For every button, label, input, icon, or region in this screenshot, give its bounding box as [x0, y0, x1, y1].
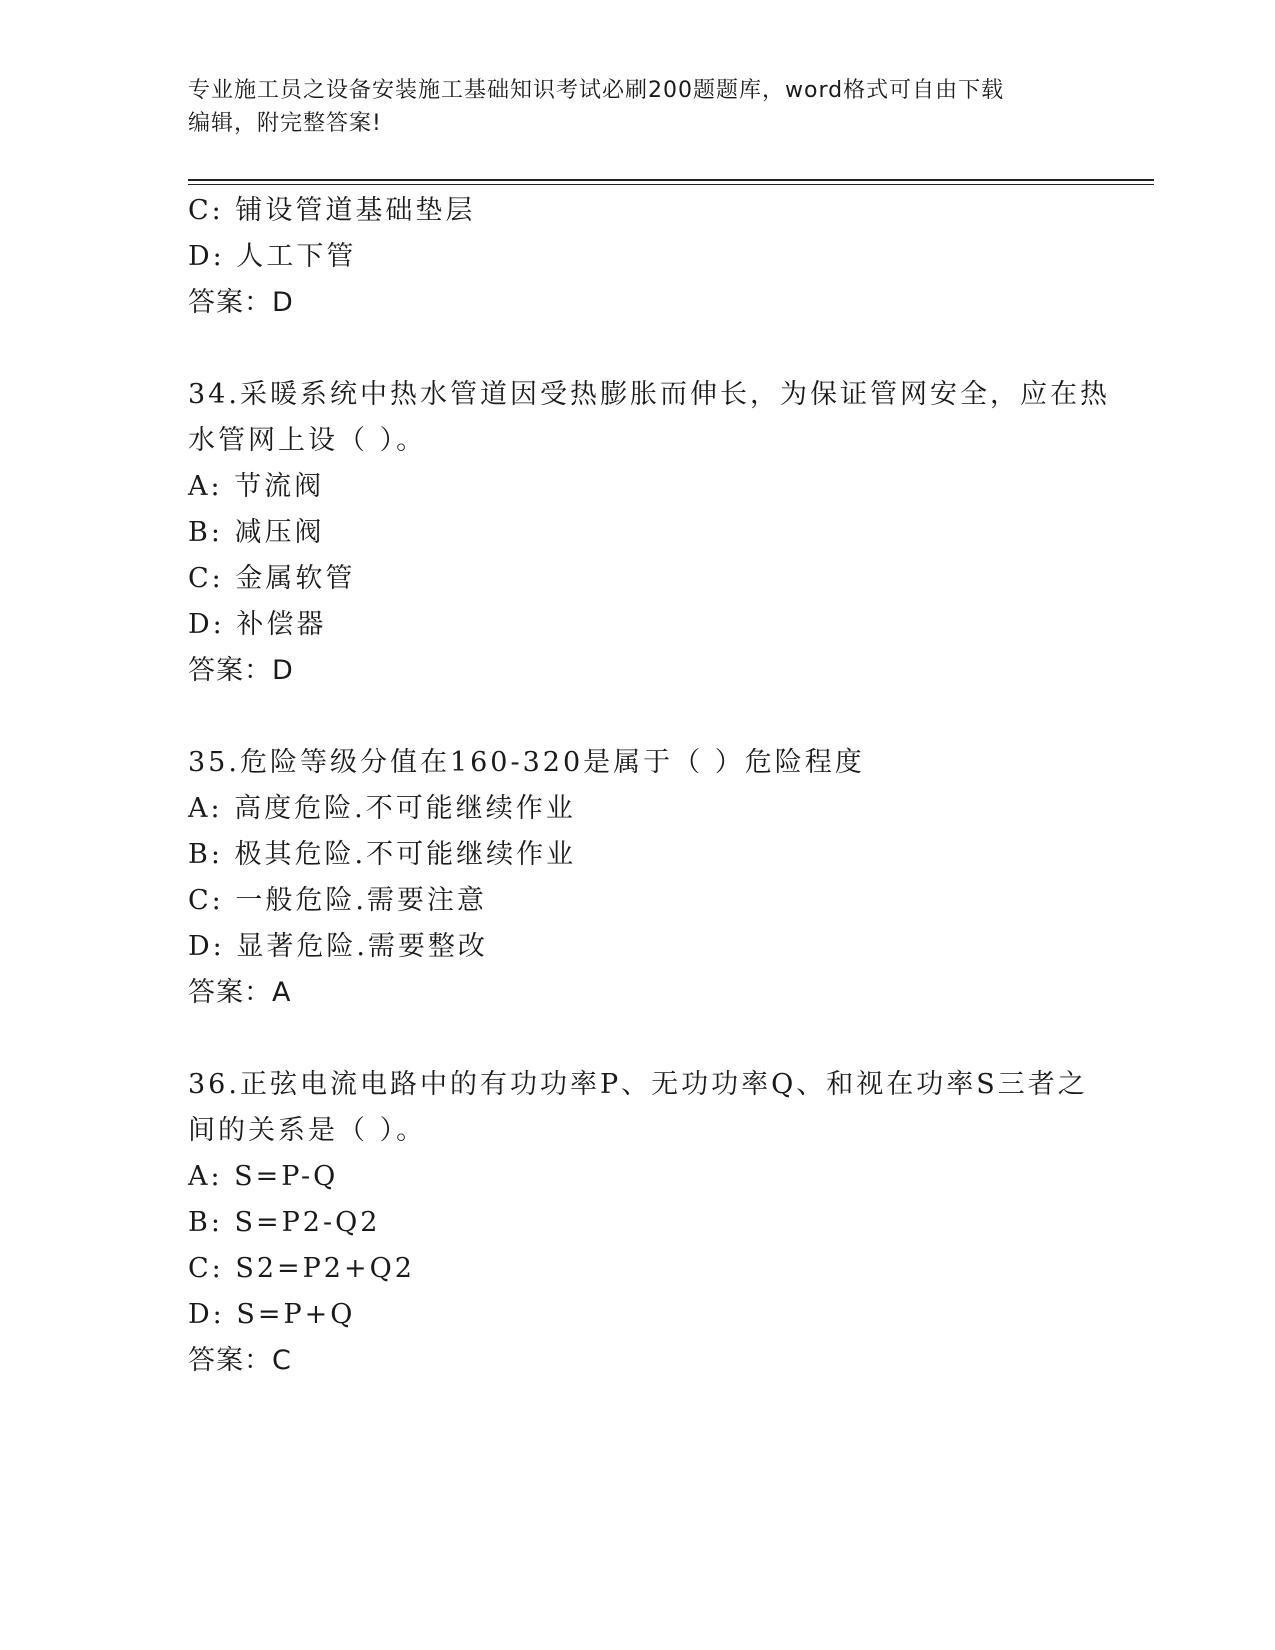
- answer-line: 答案：D: [188, 655, 294, 686]
- header-line-2: 编辑，附完整答案!: [188, 111, 382, 136]
- previous-question-tail: [188, 188, 1108, 326]
- answer-line: 答案：D: [188, 287, 294, 318]
- header-divider: [188, 179, 1154, 181]
- spacer: [188, 694, 1108, 740]
- document-body: [188, 188, 1108, 1384]
- option-a: A: 高度危险.不可能继续作业: [188, 793, 576, 824]
- option-b: B: 极其危险.不可能继续作业: [188, 839, 577, 870]
- option-d: D: 人工下管: [188, 241, 357, 272]
- question-35: [188, 740, 1108, 1016]
- question-36: [188, 1062, 1108, 1384]
- option-a: A: S=P-Q: [188, 1161, 339, 1192]
- header-divider-thin: [188, 184, 1154, 185]
- answer-line: 答案：A: [188, 977, 292, 1008]
- spacer: [188, 326, 1108, 372]
- option-d: D: S=P+Q: [188, 1299, 356, 1330]
- option-d: D: 显著危险.需要整改: [188, 931, 488, 962]
- question-stem: 35.危险等级分值在160-320是属于（ ）危险程度: [188, 747, 865, 778]
- option-b: B: S=P2-Q2: [188, 1207, 381, 1238]
- header-line-1: 专业施工员之设备安装施工基础知识考试必刷200题题库，word格式可自由下载: [188, 78, 1005, 103]
- answer-line: 答案：C: [188, 1345, 292, 1376]
- option-c: C: 铺设管道基础垫层: [188, 195, 476, 226]
- question-34: [188, 372, 1108, 694]
- option-c: C: S2=P2+Q2: [188, 1253, 415, 1284]
- spacer: [188, 1016, 1108, 1062]
- document-header: [188, 74, 1088, 140]
- option-c: C: 金属软管: [188, 563, 356, 594]
- option-d: D: 补偿器: [188, 609, 327, 640]
- question-stem: 水管网上设（ ）。: [188, 425, 427, 456]
- option-c: C: 一般危险.需要注意: [188, 885, 487, 916]
- question-stem: 36.正弦电流电路中的有功功率P、无功功率Q、和视在功率S三者之: [188, 1069, 1088, 1100]
- question-stem: 34.采暖系统中热水管道因受热膨胀而伸长，为保证管网安全，应在热: [188, 379, 1110, 410]
- option-b: B: 减压阀: [188, 517, 325, 548]
- question-stem: 间的关系是（ ）。: [188, 1115, 427, 1146]
- option-a: A: 节流阀: [188, 471, 325, 502]
